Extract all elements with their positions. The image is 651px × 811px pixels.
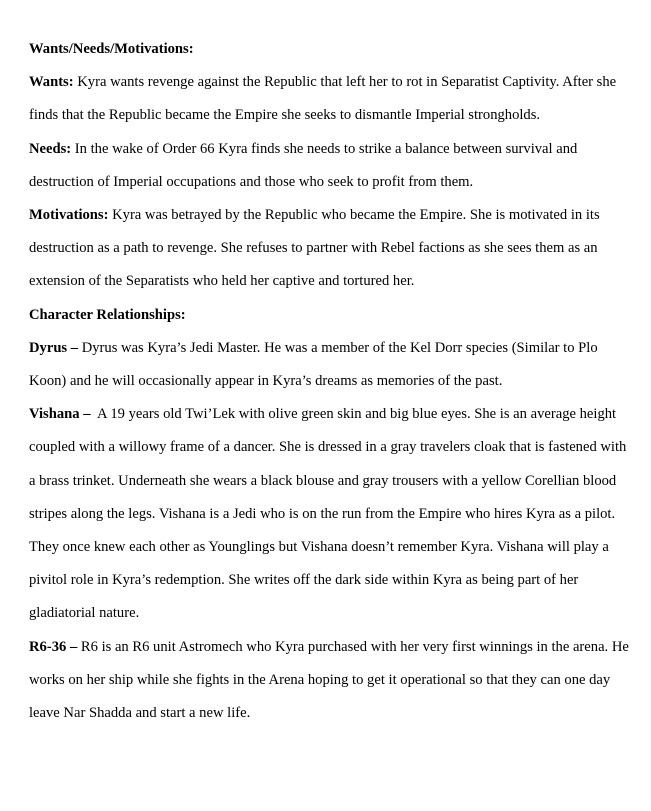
dyrus-text: Dyrus was Kyra’s Jedi Master. He was a member of the Kel Dorr species (Similar to Plo xyxy=(78,339,598,356)
dyrus-line-1 xyxy=(29,332,631,365)
vishana-text: A 19 years old Twi’Lek with olive green skin and big blue eyes. She is an average height xyxy=(90,406,617,423)
vishana-line-2: coupled with a willowy frame of a dancer. She is dressed in a gray travelers cloak that is fastened with xyxy=(29,439,627,456)
section-heading-wants-needs-motivations: Wants/Needs/Motivations: xyxy=(29,41,194,57)
needs-line-2: destruction of Imperial occupations and those who seek to profit from them. xyxy=(29,173,474,190)
r636-label: R6-36 – xyxy=(29,638,78,655)
r636-line-1 xyxy=(29,631,631,664)
wants-line-1 xyxy=(29,66,631,99)
vishana-label: Vishana – xyxy=(29,406,91,423)
needs-label: Needs: xyxy=(29,140,72,157)
vishana-line-7: gladiatorial nature. xyxy=(29,605,140,622)
needs-line-1 xyxy=(29,133,631,166)
vishana-line-5: They once knew each other as Younglings but Vishana doesn’t remember Kyra. Vishana will play a xyxy=(29,539,609,556)
motivations-label: Motivations: xyxy=(29,207,109,224)
needs-text: In the wake of Order 66 Kyra finds she needs to strike a balance between survival and xyxy=(71,140,578,157)
vishana-line-1 xyxy=(29,398,631,431)
wants-text: Kyra wants revenge against the Republic that left her to rot in Separatist Captivity. After she xyxy=(73,74,617,91)
r636-text: R6 is an R6 unit Astromech who Kyra purchased with her very first winnings in the arena. He xyxy=(77,638,629,655)
r636-line-3: leave Nar Shadda and start a new life. xyxy=(29,705,251,722)
vishana-line-6: pivitol role in Kyra’s redemption. She writes off the dark side within Kyra as being part of her xyxy=(29,572,579,589)
motivations-line-1 xyxy=(29,199,631,232)
dyrus-label: Dyrus – xyxy=(29,339,79,356)
motivations-line-2: destruction as a path to revenge. She refuses to partner with Rebel factions as she sees them as an xyxy=(29,240,598,257)
dyrus-line-2: Koon) and he will occasionally appear in Kyra’s dreams as memories of the past. xyxy=(29,373,503,390)
r636-line-2: works on her ship while she fights in the Arena hoping to get it operational so that they can one day xyxy=(29,671,611,688)
motivations-line-3: extension of the Separatists who held her captive and tortured her. xyxy=(29,273,415,290)
vishana-line-3: a brass trinket. Underneath she wears a black blouse and gray trousers with a yellow Corellian blood xyxy=(29,472,617,489)
wants-label: Wants: xyxy=(29,74,74,91)
motivations-text: Kyra was betrayed by the Republic who became the Empire. She is motivated in its xyxy=(108,207,600,224)
vishana-line-4: stripes along the legs. Vishana is a Jedi who is on the run from the Empire who hires Kyra as a pilot. xyxy=(29,505,616,522)
wants-line-2: finds that the Republic became the Empire she seeks to dismantle Imperial strongholds. xyxy=(29,107,541,124)
section-heading-character-relationships: Character Relationships: xyxy=(29,306,186,323)
